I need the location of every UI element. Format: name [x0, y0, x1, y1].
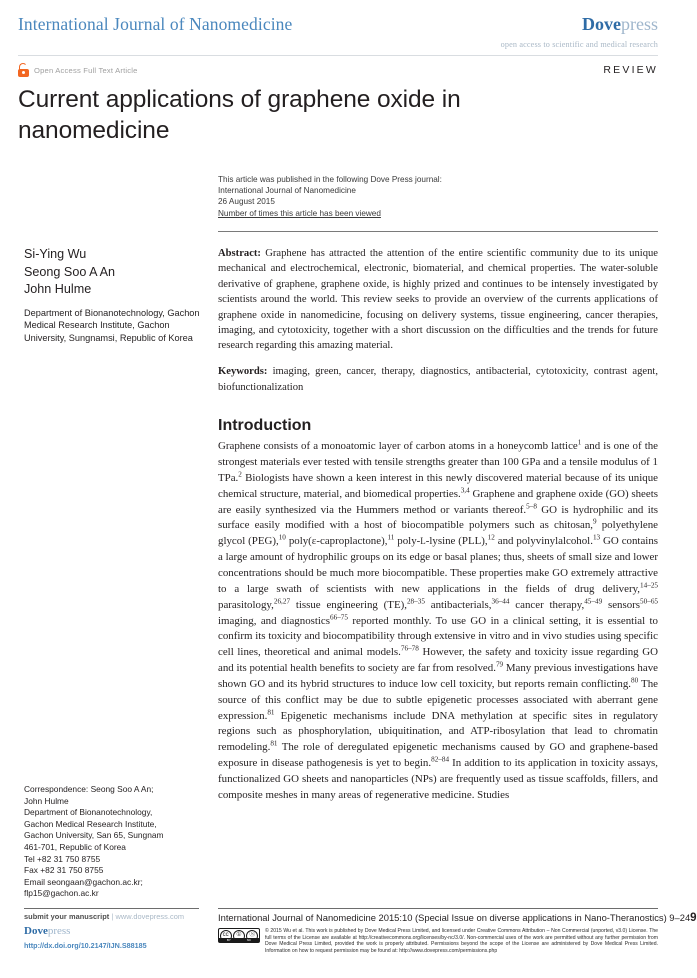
- dovepress-logo-dove: Dove: [582, 14, 621, 34]
- correspondence-line: Gachon University, San 65, Sungnam: [24, 830, 164, 841]
- doi-link[interactable]: http://dx.doi.org/10.2147/IJN.S88185: [24, 941, 147, 950]
- correspondence-block: [24, 784, 214, 900]
- keywords-paragraph: [218, 364, 658, 395]
- dovepress-logo-press: press: [621, 14, 658, 34]
- correspondence-email[interactable]: Email seongaan@gachon.ac.kr;: [24, 876, 143, 887]
- abstract-divider: [218, 231, 658, 232]
- correspondence-line: Correspondence: Seong Soo A An;: [24, 784, 154, 794]
- dovepress-tagline: open access to scientific and medical research: [500, 40, 658, 49]
- author-list: [24, 246, 204, 299]
- submit-manuscript-line[interactable]: [24, 912, 214, 921]
- author-name: Seong Soo A An: [24, 264, 116, 279]
- footer-dovepress-logo[interactable]: [24, 925, 214, 937]
- open-lock-icon: [18, 63, 29, 77]
- submit-manuscript-label: submit your manuscript: [24, 912, 110, 921]
- main-content-column: [218, 174, 658, 804]
- publication-note-date: 26 August 2015: [218, 197, 275, 207]
- correspondence-line: 461-701, Republic of Korea: [24, 841, 126, 852]
- masthead-divider: [18, 55, 658, 56]
- submit-manuscript-url: | www.dovepress.com: [109, 912, 185, 921]
- license-text: © 2015 Wu et al. This work is published by Dove Medical Press Limited, and licensed under Creative Commons Attribution – Non Commercial (unported, v3.0) License. The full terms of the License are available at http://creativecommons.org/licenses/by-nc/3.0/. Non-commercial uses of the work are permitted without any further permission from Dove Medical Press Limited, provided the work is properly attributed. Permissions beyond the scope of the License are administered by Dove Medical Press Limited. Information on how to request permission may be found at: http://www.dovepress.com/permissions.php: [265, 928, 658, 954]
- open-access-badge[interactable]: [18, 63, 138, 77]
- author-column: [24, 246, 204, 345]
- correspondence-line: Gachon Medical Research Institute,: [24, 818, 157, 829]
- author-name: John Hulme: [24, 282, 92, 296]
- publication-note-journal: International Journal of Nanomedicine: [218, 186, 356, 196]
- page-number: 9: [690, 912, 697, 924]
- correspondence-fax: Fax +82 31 750 8755: [24, 865, 104, 876]
- abstract-text: Graphene has attracted the attention of the entire scientific community due to its unique mechanical and electrochemical, electronic, biomaterial, and chemical properties. The water-soluble derivative of graphene, graphene oxide, is highly prized and continues to be intensely investigated by scientists around the world. This review seeks to provide an overview of the currents applications of graphene oxide in nanomedicine, focusing on delivery systems, tissue engineering, cancer therapies, imaging, and cytotoxicity, together with a short discussion on the difficulties and the trends for future research regarding this amazing material.: [218, 248, 658, 352]
- publication-note: [218, 174, 658, 219]
- keywords-label: Keywords:: [218, 366, 268, 378]
- dovepress-logo[interactable]: [582, 14, 658, 35]
- author-name: Si-Ying Wu: [24, 247, 87, 261]
- correspondence-phone: Tel +82 31 750 8755: [24, 853, 101, 864]
- footer-citation-row: [218, 912, 697, 924]
- footer-divider-left: [24, 908, 199, 909]
- publication-note-line: This article was published in the following Dove Press journal:: [218, 175, 442, 184]
- keywords-text: imaging, green, cancer, therapy, diagnostics, antibacterial, cytotoxicity, contrast agent, biofunctionalization: [218, 366, 658, 393]
- footer-dove-light: press: [47, 925, 71, 937]
- footer-citation: International Journal of Nanomedicine 2015:10 (Special Issue on diverse applications in Nano-Theranostics) 9–24: [218, 912, 691, 923]
- open-access-row: [18, 63, 658, 81]
- article-type-label: REVIEW: [603, 64, 658, 76]
- introduction-body: Graphene consists of a monoatomic layer of carbon atoms in a honeycomb lattice$^1$ and is one of the strongest materials ever tested with tensile strengths greater than 100 GPa and a tensile modulus of 1 TPa.$^2$ Biologists have shown a keen interest in this newly discovered material because of its unique chemical structure, material, and biomedical properties.$^{3,4}$ Graphene and graphene oxide (GO) sheets are easily synthesized via the Hummers method or variants thereof.$^{5-8}$ GO is hydrophilic and its surface easily modified with a host of biocompatible polymers such as chitosan,$^9$ polyethylene glycol (PEG),$^{10}$ poly(ε-caproplactone),$^{11}$ poly-L-lysine (PLL),$^{12}$ and polyvinylalcohol.$^{13}$ GO contains a large amount of hydrophilic groups on its edge or basal planes; thus, sheets of small size and lower concentrations should be much more biocompatible. These properties make GO extremely attractive to a large swath of scientists with new applications in the fields of drug delivery,$^{14-25}$ parasitology,$^{26,27}$ tissue engineering (TE),$^{28-35}$ antibacterials,$^{36-44}$ cancer therapy,$^{45-49}$ sensors$^{50-65}$ imaging, and diagnostics$^{66-75}$ reported monthly. To use GO in a clinical setting, it is essential to confirm its toxicity and biocompatibility through extensive in vitro and in vivo studies using specific cell lines, theoretical and animal models.$^{76-78}$ However, the safety and toxicity issue regarding GO and its potential health benefits to society are far from resolved.$^{79}$ Many previous investigations have shown GO and its hybrid structures to induce low cell toxicity, but reports remain conflicting.$^{80}$ The source of this conflict may be due to subtle epigenetic processes associated with aberrant gene expression.$^{81}$ Epigenetic mechanisms include DNA methylation at specific sites in regulatory regions such as phosphorylation, ubiquitination, and ATP-ribosylation that lead to chromatin remodeling.$^{81}$ The role of deregulated epigenetic mechanisms caused by GO and graphene-based exposure in disease pathogenesis is yet to begin.$^{82-84}$ In addition to its application in toxicity assays, functionalized GO sheets and nanoparticles (NPs) are frequently used as tissue scaffolds, fillers, and composite meshes in many areas of regenerative medicine. Studies: [218, 438, 659, 801]
- correspondence-email-secondary[interactable]: flp15@gachon.ac.kr: [24, 888, 99, 899]
- open-access-label: Open Access Full Text Article: [34, 65, 138, 75]
- author-affiliation: Department of Bionanotechnology, Gachon Medical Research Institute, Gachon University, Sungnamsi, Republic of Korea: [24, 307, 200, 344]
- footer-right-block: [218, 912, 697, 954]
- abstract-label: Abstract:: [218, 248, 261, 259]
- correspondence-line: Department of Bionanotechnology,: [24, 807, 153, 818]
- article-views-link[interactable]: Number of times this article has been viewed: [218, 208, 381, 218]
- license-block: [218, 928, 658, 954]
- section-heading-introduction: Introduction: [218, 417, 312, 435]
- creative-commons-by-nc-icon[interactable]: cc ① Ⓢ BY NC: [218, 928, 260, 943]
- page-title: Current applications of graphene oxide in nanomedicine: [18, 86, 461, 144]
- footer-dove-bold: Dove: [24, 925, 48, 937]
- masthead: [0, 14, 676, 60]
- footer-left-block: [24, 912, 214, 950]
- journal-title: International Journal of Nanomedicine: [18, 14, 293, 34]
- correspondence-line: John Hulme: [24, 795, 69, 806]
- abstract-paragraph: [218, 246, 658, 354]
- footer-divider-right: [218, 908, 658, 909]
